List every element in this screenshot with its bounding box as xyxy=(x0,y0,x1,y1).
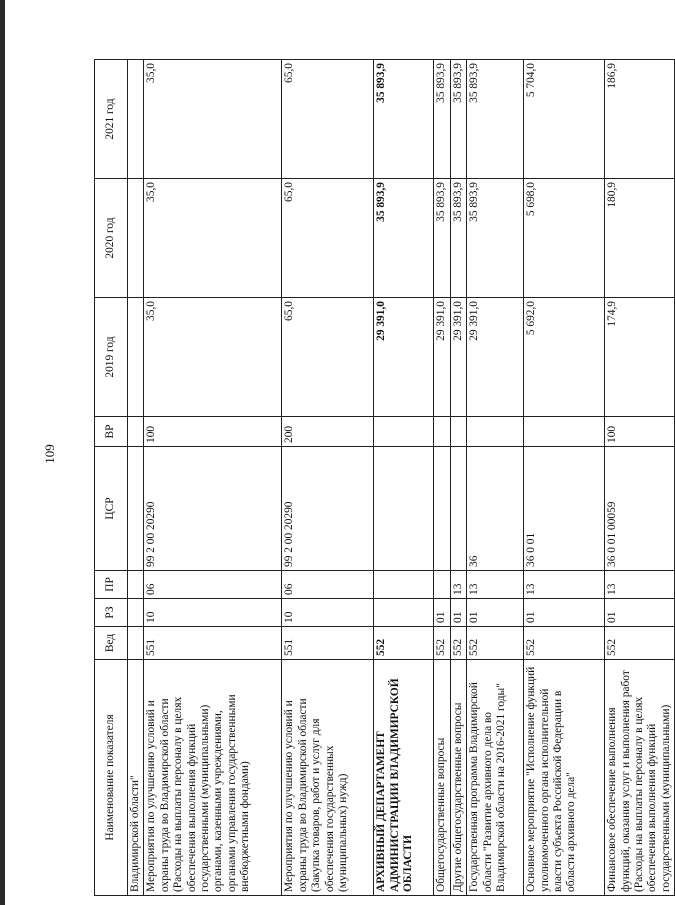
cell-name: Государственная программа Владимирской области "Развитие архивного дела во Владимирской области на 2016-2021 годы" xyxy=(467,660,524,896)
cell-name: Мероприятия по улучшению условий и охраны труда во Владимирской области (Закупка товаров, работ и услуг для обеспечения государственных (муниципальных) нужд) xyxy=(282,660,374,896)
table-row xyxy=(450,60,466,896)
header-2020: 2020 год xyxy=(95,179,128,298)
cell-2020: 35 893,9 xyxy=(450,179,466,298)
cell-pr: 06 xyxy=(144,571,282,599)
cell-csr: 99 2 00 20290 xyxy=(282,447,374,571)
cell-2021: 35 893,9 xyxy=(450,60,466,179)
cell-csr: 99 2 00 20290 xyxy=(144,447,282,571)
cell-2021: 35 893,9 xyxy=(434,60,450,179)
table-row xyxy=(605,60,675,896)
cell-pr xyxy=(434,571,450,599)
cell-pr: 13 xyxy=(450,571,466,599)
cell-2021: 65,0 xyxy=(282,60,374,179)
cell-vr: 100 xyxy=(144,417,282,447)
cell-vr xyxy=(374,417,434,447)
cell-pr xyxy=(128,571,144,599)
cell-pr: 13 xyxy=(524,571,605,599)
cell-2019: 29 391,0 xyxy=(450,298,466,417)
cell-csr xyxy=(450,447,466,571)
cell-rz: 01 xyxy=(450,599,466,627)
table-row xyxy=(434,60,450,896)
cell-pr: 13 xyxy=(605,571,675,599)
header-2021: 2021 год xyxy=(95,60,128,179)
cell-ved: 552 xyxy=(605,627,675,660)
cell-name: АРХИВНЫЙ ДЕПАРТАМЕНТ АДМИНИСТРАЦИИ ВЛАДИМИРСКОЙ ОБЛАСТИ xyxy=(374,660,434,896)
cell-2019: 29 391,0 xyxy=(434,298,450,417)
cell-rz: 10 xyxy=(282,599,374,627)
cell-ved: 552 xyxy=(434,627,450,660)
cell-vr xyxy=(450,417,466,447)
table-body xyxy=(128,60,675,896)
cell-2020: 180,9 xyxy=(605,179,675,298)
cell-2020: 65,0 xyxy=(282,179,374,298)
cell-vr: 200 xyxy=(282,417,374,447)
cell-2020: 35 893,9 xyxy=(374,179,434,298)
budget-table-container xyxy=(94,60,672,896)
cell-2019: 29 391,0 xyxy=(374,298,434,417)
cell-ved: 551 xyxy=(144,627,282,660)
cell-name: Владимирской области" xyxy=(128,660,144,896)
cell-pr: 13 xyxy=(467,571,524,599)
cell-name: Основное мероприятие "Исполнение функций уполномоченного органа исполнительной власти субъекта Российской Федерации в области архивного дела" xyxy=(524,660,605,896)
cell-vr xyxy=(128,417,144,447)
cell-ved: 552 xyxy=(450,627,466,660)
cell-name: Другие общегосударственные вопросы xyxy=(450,660,466,896)
budget-table xyxy=(94,59,675,896)
cell-pr: 06 xyxy=(282,571,374,599)
cell-2019: 29 391,0 xyxy=(467,298,524,417)
cell-csr: 36 xyxy=(467,447,524,571)
header-vr: ВР xyxy=(95,417,128,447)
cell-rz: 01 xyxy=(434,599,450,627)
cell-csr xyxy=(128,447,144,571)
cell-2020: 35 893,9 xyxy=(467,179,524,298)
cell-2020: 5 698,0 xyxy=(524,179,605,298)
cell-2020 xyxy=(128,179,144,298)
cell-2021: 35 893,9 xyxy=(374,60,434,179)
scan-edge xyxy=(0,0,5,905)
header-ved: Вед xyxy=(95,627,128,660)
cell-name: Финансовое обеспечение выполнения функций, оказания услуг и выполнения работ (Расходы на выплаты персоналу в целях обеспечения выполнения функций государственными (муниципальными) xyxy=(605,660,675,896)
table-row xyxy=(524,60,605,896)
cell-csr: 36 0 01 00059 xyxy=(605,447,675,571)
table-row xyxy=(128,60,144,896)
cell-rz xyxy=(128,599,144,627)
cell-ved: 552 xyxy=(374,627,434,660)
cell-ved: 552 xyxy=(467,627,524,660)
header-row xyxy=(95,60,128,896)
cell-rz: 01 xyxy=(467,599,524,627)
cell-2021: 35 893,9 xyxy=(467,60,524,179)
cell-vr xyxy=(524,417,605,447)
cell-2021: 186,9 xyxy=(605,60,675,179)
table-row xyxy=(374,60,434,896)
cell-2021 xyxy=(128,60,144,179)
table-row xyxy=(467,60,524,896)
cell-ved: 551 xyxy=(282,627,374,660)
cell-2019: 35,0 xyxy=(144,298,282,417)
cell-2021: 5 704,0 xyxy=(524,60,605,179)
cell-2019: 65,0 xyxy=(282,298,374,417)
page-number: 109 xyxy=(42,444,57,464)
cell-ved: 552 xyxy=(524,627,605,660)
cell-name: Мероприятия по улучшению условий и охраны труда во Владимирской области (Расходы на выплаты персоналу в целях обеспечения выполнения функций государственными (муниципальными) органами, казенными учреждениями, органами управления государственными внебюджетными фондами) xyxy=(144,660,282,896)
cell-2020: 35,0 xyxy=(144,179,282,298)
cell-rz xyxy=(374,599,434,627)
cell-csr xyxy=(374,447,434,571)
cell-2019 xyxy=(128,298,144,417)
cell-pr xyxy=(374,571,434,599)
cell-csr: 36 0 01 xyxy=(524,447,605,571)
cell-vr: 100 xyxy=(605,417,675,447)
cell-vr xyxy=(434,417,450,447)
cell-vr xyxy=(467,417,524,447)
cell-2021: 35,0 xyxy=(144,60,282,179)
cell-name: Общегосударственные вопросы xyxy=(434,660,450,896)
cell-rz: 10 xyxy=(144,599,282,627)
table-row xyxy=(144,60,282,896)
header-2019: 2019 год xyxy=(95,298,128,417)
header-rz: РЗ xyxy=(95,599,128,627)
header-pr: ПР xyxy=(95,571,128,599)
cell-ved xyxy=(128,627,144,660)
cell-rz: 01 xyxy=(524,599,605,627)
cell-2019: 174,9 xyxy=(605,298,675,417)
header-name: Наименование показателя xyxy=(95,660,128,896)
header-csr: ЦСР xyxy=(95,447,128,571)
table-row xyxy=(282,60,374,896)
cell-csr xyxy=(434,447,450,571)
cell-2020: 35 893,9 xyxy=(434,179,450,298)
cell-2019: 5 692,0 xyxy=(524,298,605,417)
cell-rz: 01 xyxy=(605,599,675,627)
